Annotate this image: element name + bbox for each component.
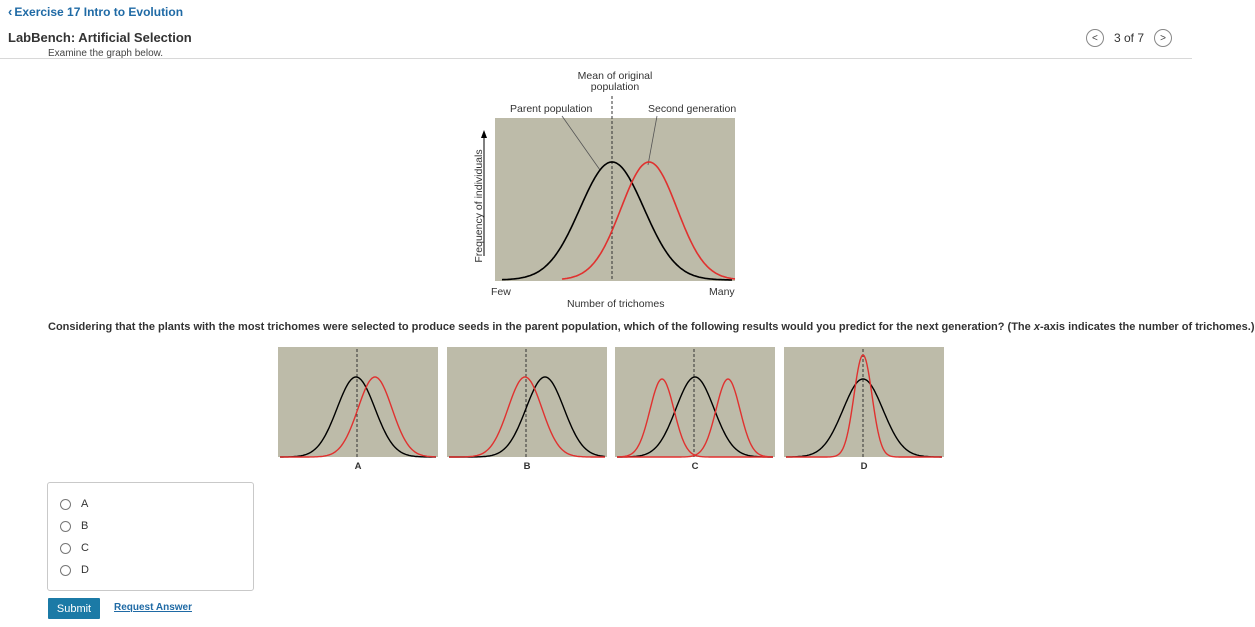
answer-choices [47,482,254,591]
page-count: 3 of 7 [1113,31,1144,45]
option-figure-d-svg [784,347,944,459]
title-bar [0,26,1192,59]
choice-a[interactable] [60,498,88,510]
option-figure-a-letter: A [354,461,362,472]
choice-b-label: B [81,520,89,532]
mean-label-line1: Mean of original [577,70,653,82]
main-figure [472,68,752,313]
option-figure-c-letter: C [691,461,699,472]
option-plot-area [447,347,607,457]
option-figure-b-letter: B [523,461,531,472]
option-figure-c-svg [615,347,775,459]
y-axis-label: Frequency of individuals [473,149,485,263]
radio-button[interactable] [60,521,71,532]
question-text [48,321,1255,333]
choice-b[interactable] [60,520,88,532]
second-generation-label: Second generation [648,103,737,115]
arrow-up-icon [481,130,487,138]
choice-a-label: A [81,498,89,510]
radio-button[interactable] [60,565,71,576]
question-text-before: Considering that the plants with the most trichomes were selected to produce seeds in the parent population, which of the following results would you predict for the next generation? (The [48,321,1034,333]
submit-button[interactable]: Submit [48,598,100,619]
page-title: LabBench: Artificial Selection [8,30,192,45]
back-link-label: Exercise 17 Intro to Evolution [14,4,184,19]
choice-d[interactable] [60,564,89,576]
intro-text: Examine the graph below. [48,48,164,59]
option-figure-b-svg [447,347,607,459]
option-figure-c [615,347,775,475]
option-figure-a-svg [278,347,438,459]
chevron-left-icon: ‹ [8,4,13,19]
mean-label [575,71,655,93]
choice-d-label: D [81,564,89,576]
radio-button[interactable] [60,543,71,554]
x-axis-many-label: Many [709,286,735,298]
option-plot-area [278,347,438,457]
chevron-left-icon: < [1092,32,1098,44]
request-answer-link[interactable]: Request Answer [114,602,192,613]
option-plot-area [615,347,775,457]
parent-population-label: Parent population [510,103,593,115]
option-figure-b [447,347,607,475]
choice-c[interactable] [60,542,89,554]
x-axis-label: Number of trichomes [567,298,665,310]
option-figure-d [784,347,944,475]
radio-button[interactable] [60,499,71,510]
option-plot-area [784,347,944,457]
pager [1086,29,1172,47]
back-link[interactable] [8,4,183,19]
question-x-word: x [1033,321,1040,333]
chevron-right-icon: > [1160,32,1166,44]
next-page-button[interactable] [1154,29,1172,47]
option-figure-a [278,347,438,475]
option-figure-d-letter: D [860,461,868,472]
prev-page-button[interactable] [1086,29,1104,47]
question-text-after: -axis indicates the number of trichomes.) [1039,321,1255,333]
x-axis-few-label: Few [491,286,511,298]
choice-c-label: C [81,542,89,554]
mean-label-line2: population [590,81,640,93]
